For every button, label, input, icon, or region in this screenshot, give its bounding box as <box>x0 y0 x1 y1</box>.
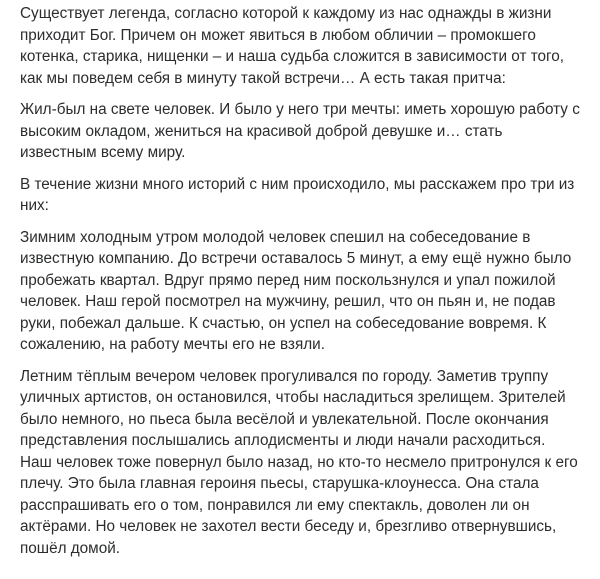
paragraph-winter-story: Зимним холодным утром молодой человек спешил на собеседование в известную компанию. До встречи оставалось 5 минут, а ему ещё нужно было пробежать квартал. Вдруг прямо перед ним поскользнулся и упал пожилой человек. Наш герой посмотрел на мужчину, решил, что он пьян и, не подав руки, побежал дальше. К счастью, он успел на собеседование вовремя. К сожалению, на работу мечты его не взяли. <box>20 228 572 353</box>
paragraph-three-dreams: Жил-был на свете человек. И было у него три мечты: иметь хорошую работу с высоким окладом, жениться на красивой доброй девушке и… стать известным всему миру. <box>20 101 580 161</box>
paragraph-legend: Существует легенда, согласно которой к каждому из нас однажды в жизни приходит Бог. Причем он может явиться в любом обличии – промокшего котенка, старика, нищенки – и наша судьба сложится в зависимости от того, как мы поведем себя в минуту такой встречи… А есть такая притча: <box>20 5 565 87</box>
paragraph-three-stories: В течение жизни много историй с ним происходило, мы расскажем про три из них: <box>20 175 575 214</box>
paragraph-summer-story: Летним тёплым вечером человек прогуливался по городу. Заметив труппу уличных артистов, он остановился, чтобы насладиться зрелищем. Зрителей было немного, но пьеса была весёлой и увлекательной. После окончания представления послышались аплодисменты и люди начали расходиться. Наш человек тоже повернул было назад, но кто-то несмело притронулся к его плечу. Это была главная героиня пьесы, старушка-клоунесса. Она стала расспрашивать его о том, понравился ли ему спектакль, доволен ли он актёрами. Но человек не захотел вести беседу и, брезгливо отвернувшись, пошёл домой. <box>20 367 578 557</box>
